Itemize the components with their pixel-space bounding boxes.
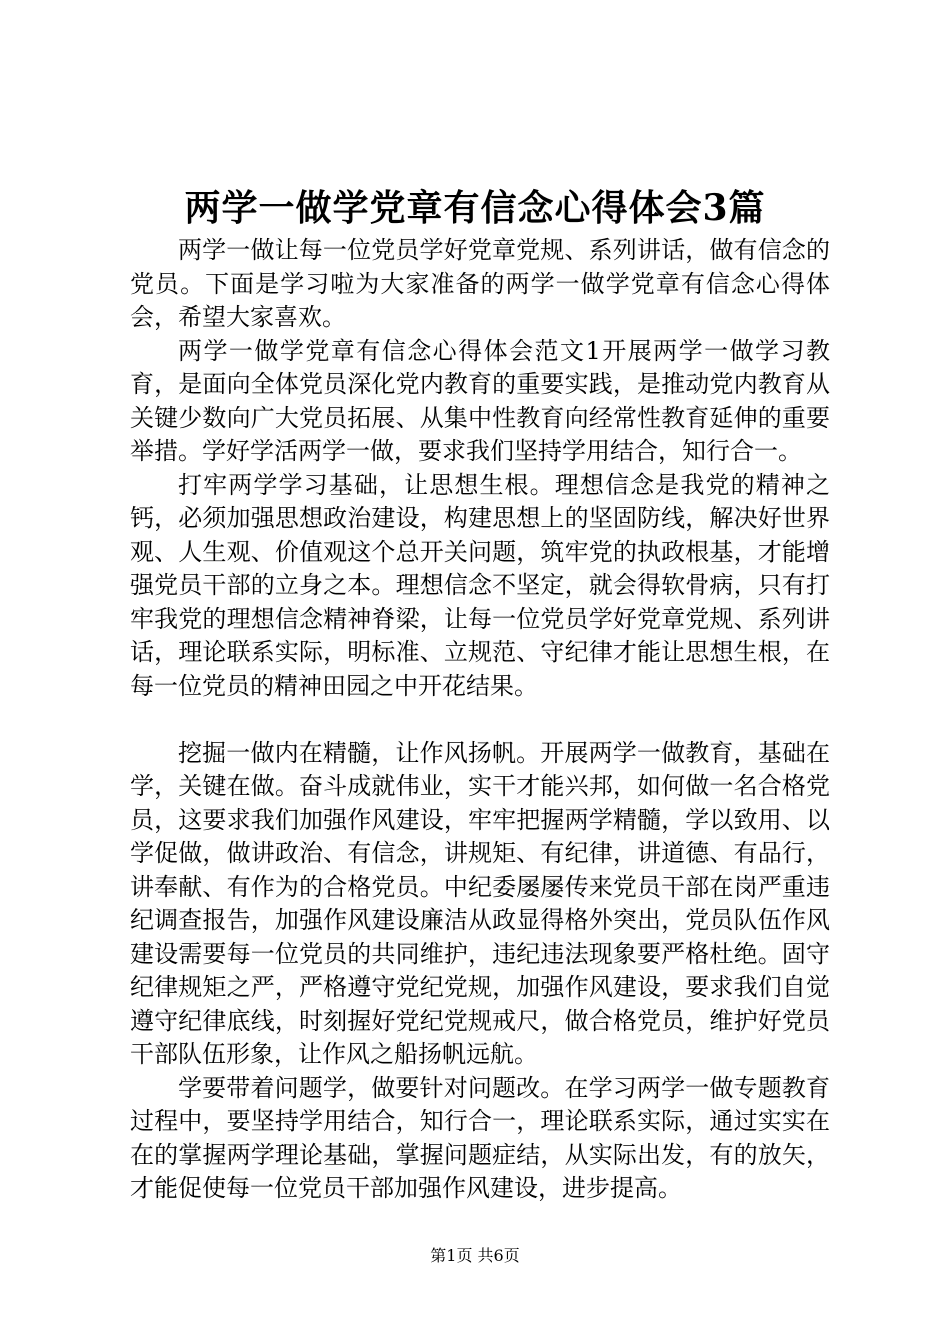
document-body	[130, 234, 830, 1206]
paragraph-essence: 挖掘一做内在精髓，让作风扬帆。开展两学一做教育，基础在学，关键在做。奋斗成就伟业，实干才能兴邦，如何做一名合格党员，这要求我们加强作风建设，牢牢把握两学精髓，学以致用、以学促做，做讲政治、有信念，讲规矩、有纪律，讲道德、有品行，讲奉献、有作为的合格党员。中纪委屡屡传来党员干部在岗严重违纪调查报告，加强作风建设廉洁从政显得格外突出，党员队伍作风建设需要每一位党员的共同维护，违纪违法现象要严格杜绝。固守纪律规矩之严，严格遵守党纪党规，加强作风建设，要求我们自觉遵守纪律底线，时刻握好党纪党规戒尺，做合格党员，维护好党员干部队伍形象，让作风之船扬帆远航。	[130, 738, 830, 1068]
paragraph-intro: 两学一做让每一位党员学好党章党规、系列讲话，做有信念的党员。下面是学习啦为大家准备的两学一做学党章有信念心得体会，希望大家喜欢。	[130, 236, 830, 331]
document-title: 两学一做学党章有信念心得体会3篇	[184, 187, 766, 229]
paragraph-sample-1: 两学一做学党章有信念心得体会范文1开展两学一做学习教育，是面向全体党员深化党内教育的重要实践，是推动党内教育从关键少数向广大党员拓展、从集中性教育向经常性教育延伸的重要举措。学好学活两学一做，要求我们坚持学用结合，知行合一。	[130, 336, 830, 465]
paragraph-foundation: 打牢两学学习基础，让思想生根。理想信念是我党的精神之钙，必须加强思想政治建设，构建思想上的坚固防线，解决好世界观、人生观、价值观这个总开关问题，筑牢党的执政根基，才能增强党员干部的立身之本。理想信念不坚定，就会得软骨病，只有打牢我党的理想信念精神脊梁，让每一位党员学好党章党规、系列讲话，理论联系实际，明标准、立规范、守纪律才能让思想生根，在每一位党员的精神田园之中开花结果。	[130, 470, 830, 700]
page-footer: 第1页 共6页	[430, 1246, 520, 1265]
paragraph-problems: 学要带着问题学，做要针对问题改。在学习两学一做专题教育过程中，要坚持学用结合，知行合一，理论联系实际，通过实实在在的掌握两学理论基础，掌握问题症结，从实际出发，有的放矢，才能促使每一位党员干部加强作风建设，进步提高。	[130, 1073, 830, 1202]
